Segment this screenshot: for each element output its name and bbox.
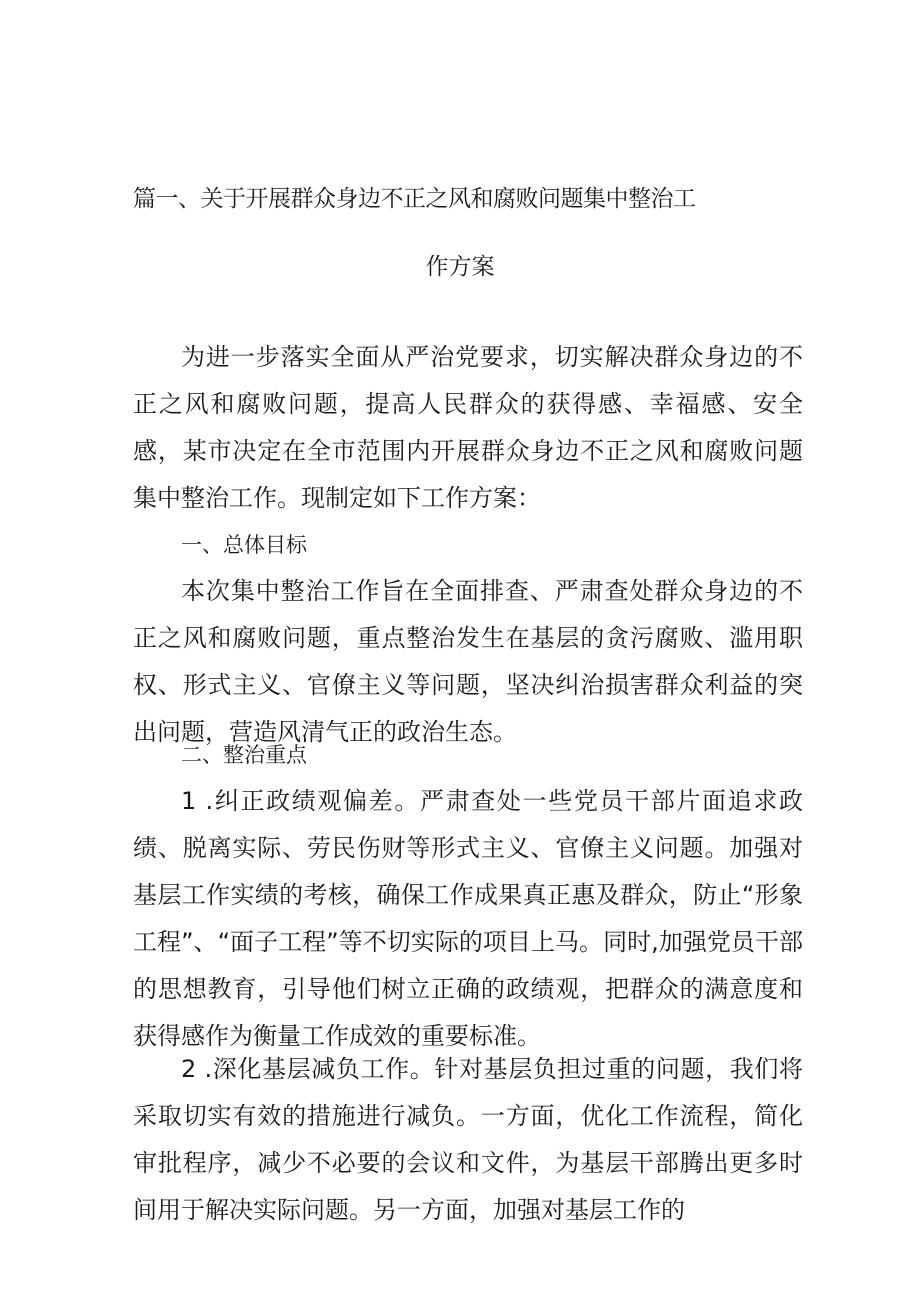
intro-paragraph: 为进一步落实全面从严治党要求，切实解决群众身边的不正之风和腐败问题，提高人民群众的获得感、幸福感、安全感，某市决定在全市范围内开展群众身边不正之风和腐败问题集中整治工作。现制定如下工作方案： — [133, 343, 803, 512]
document-title-line-2: 作方案 — [425, 254, 495, 280]
section-heading-overall-goal: 一、总体目标 — [181, 533, 307, 557]
section-heading-key-points: 二、整治重点 — [181, 743, 307, 767]
key-point-2-paragraph: 2 .深化基层减负工作。针对基层负担过重的问题，我们将采取切实有效的措施进行减负。一方面，优化工作流程，简化审批程序，减少不必要的会议和文件，为基层干部腾出更多时间用于解决实际问题。另一方面，加强对基层工作的 — [133, 1055, 803, 1224]
document-title-line-1: 篇一、关于开展群众身边不正之风和腐败问题集中整治工 — [133, 186, 696, 212]
key-point-1-paragraph: 1 .纠正政绩观偏差。严肃查处一些党员干部片面追求政绩、脱离实际、劳民伤财等形式主义、官僚主义问题。加强对基层工作实绩的考核，确保工作成果真正惠及群众，防止“形象工程”、“面子工程”等不切实际的项目上马。同时,加强党员干部的思想教育，引导他们树立正确的政绩观，把群众的满意度和获得感作为衡量工作成效的重要标准。 — [133, 787, 803, 1050]
overall-goal-paragraph: 本次集中整治工作旨在全面排查、严肃查处群众身边的不正之风和腐败问题，重点整治发生在基层的贪污腐败、滥用职权、形式主义、官僚主义等问题，坚决纠治损害群众利益的突出问题，营造风清气正的政治生态。 — [133, 577, 803, 746]
